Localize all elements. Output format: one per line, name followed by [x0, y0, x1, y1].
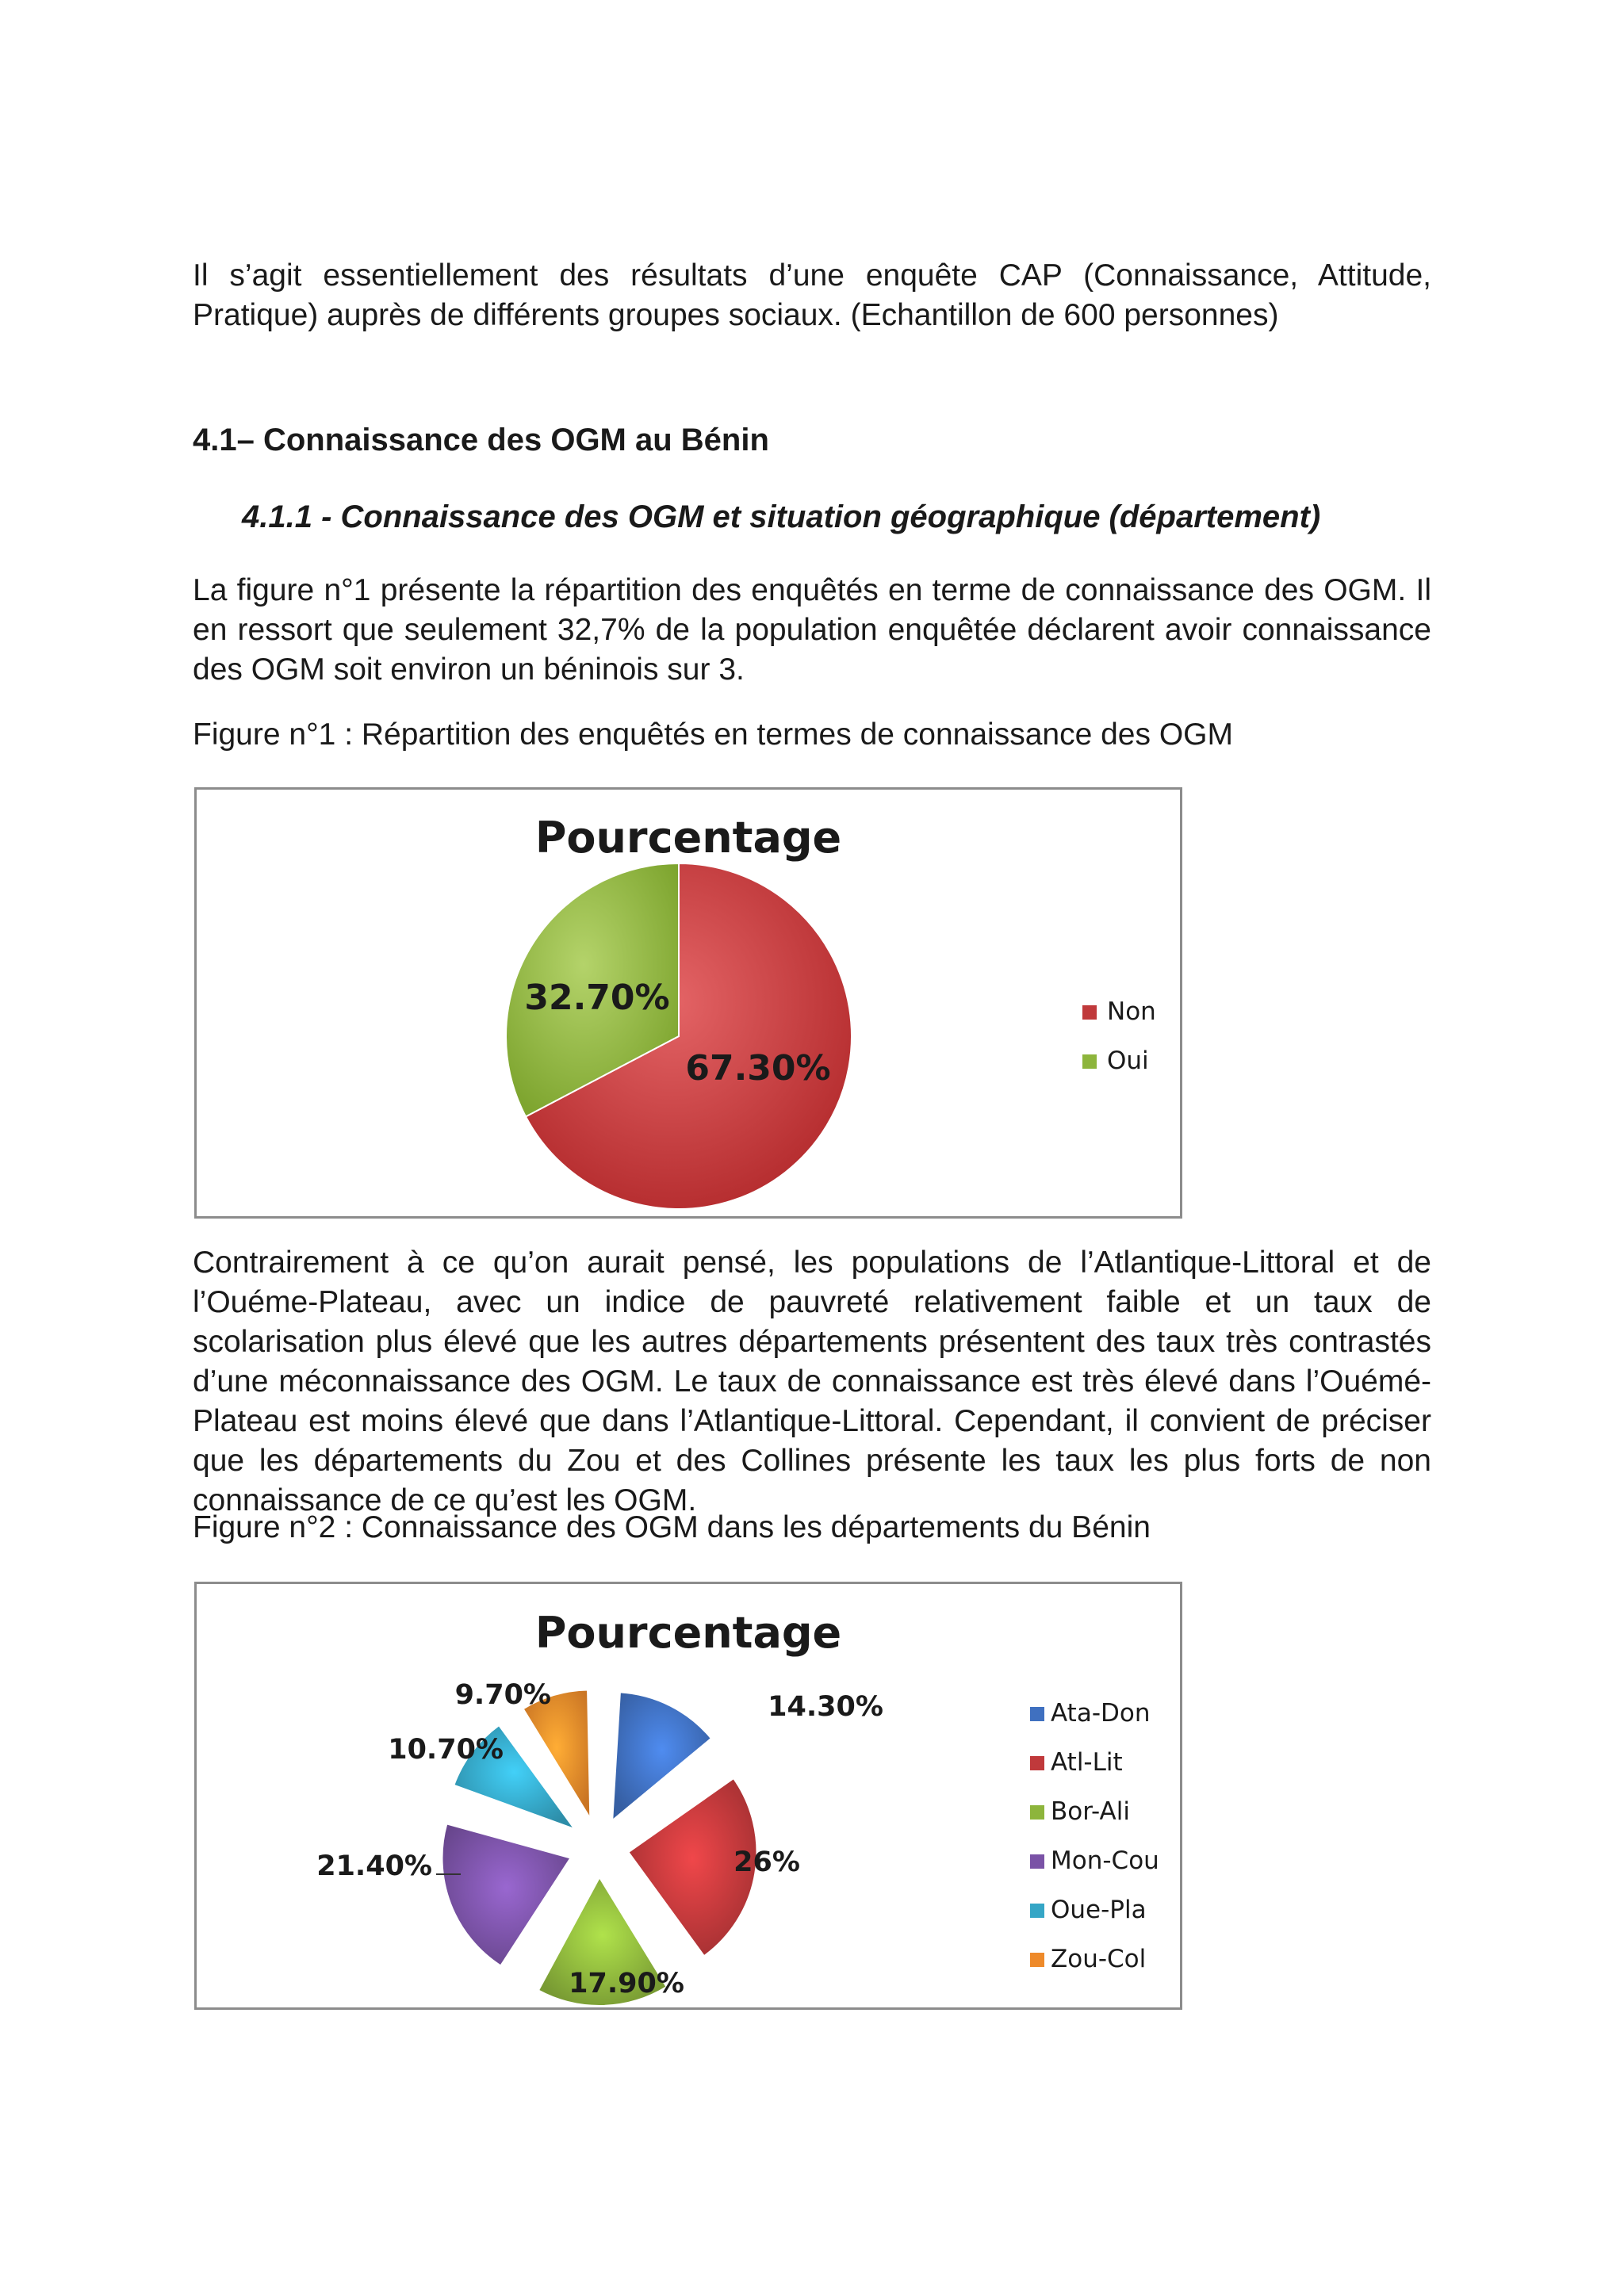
- figure2-caption: Figure n°2 : Connaissance des OGM dans les départements du Bénin: [193, 1510, 1151, 1544]
- figure1-pie-svg: [197, 790, 1180, 1216]
- data-label-zou-col: 9.70%: [454, 1679, 551, 1711]
- pie-slice-group-ata-don: [612, 1692, 711, 1820]
- data-label-mon-cou: 21.40%: [316, 1850, 432, 1882]
- legend-label-mon-cou: Mon-Cou: [1051, 1846, 1159, 1875]
- figure2-pie-svg: [197, 1584, 1180, 2007]
- data-label-oui: 32.70%: [524, 978, 670, 1018]
- figure1-chart: [194, 787, 1182, 1219]
- subsection-heading: 4.1.1 - Connaissance des OGM et situation géographique (département): [242, 499, 1321, 534]
- figure2-pie: [316, 1679, 883, 2006]
- legend-label-oue-pla: Oue-Pla: [1051, 1896, 1147, 1924]
- legend-label-atl-lit: Atl-Lit: [1051, 1748, 1123, 1777]
- paragraph-figure1-intro: La figure n°1 présente la répartition des enquêtés en terme de connaissance des OGM. Il en ressort que seulement 32,7% de la population enquêtée déclarent avoir connaissance des OGM soit environ un béninois sur 3.: [193, 573, 1431, 687]
- data-label-ata-don: 14.30%: [768, 1691, 883, 1723]
- legend-label-oui: Oui: [1107, 1047, 1149, 1075]
- figure1-pie: [506, 863, 852, 1209]
- figure2-title: Pourcentage: [534, 1608, 842, 1658]
- intro-paragraph: Il s’agit essentiellement des résultats d’une enquête CAP (Connaissance, Attitude, Pratique) auprès de différents groupes sociaux. (Echantillon de 600 personnes): [193, 258, 1431, 332]
- pie-slice-mon-cou: [442, 1823, 571, 1965]
- legend-label-zou-col: Zou-Col: [1051, 1945, 1147, 1973]
- pie-slice-group-mon-cou: [442, 1823, 571, 1965]
- legend-swatch-non: [1082, 1005, 1097, 1020]
- figure2-legend: [1030, 1699, 1159, 1973]
- figure1-caption: Figure n°1 : Répartition des enquêtés en termes de connaissance des OGM: [193, 718, 1233, 752]
- legend-swatch-zou-col: [1030, 1953, 1044, 1967]
- data-label-non: 67.30%: [685, 1048, 831, 1089]
- legend-swatch-oue-pla: [1030, 1904, 1044, 1918]
- legend-label-bor-ali: Bor-Ali: [1051, 1797, 1130, 1826]
- data-label-oue-pla: 10.70%: [388, 1734, 504, 1766]
- legend-label-ata-don: Ata-Don: [1051, 1699, 1151, 1728]
- legend-swatch-bor-ali: [1030, 1805, 1044, 1820]
- figure1-title: Pourcentage: [534, 813, 842, 863]
- legend-swatch-mon-cou: [1030, 1854, 1044, 1869]
- legend-label-non: Non: [1107, 997, 1156, 1026]
- figure1-legend: [1082, 997, 1156, 1075]
- data-label-atl-lit: 26%: [733, 1846, 800, 1878]
- legend-swatch-oui: [1082, 1054, 1097, 1069]
- section-heading: 4.1– Connaissance des OGM au Bénin: [193, 423, 769, 457]
- figure2-chart: [194, 1582, 1182, 2010]
- data-label-bor-ali: 17.90%: [569, 1968, 684, 1999]
- legend-swatch-atl-lit: [1030, 1756, 1044, 1770]
- legend-swatch-ata-don: [1030, 1707, 1044, 1721]
- pie-slice-ata-don: [612, 1692, 711, 1820]
- paragraph-figure2-intro: Contrairement à ce qu’on aurait pensé, les populations de l’Atlantique-Littoral et de l’Ouéme-Plateau, avec un indice de pauvreté relativement faible et un taux de scolarisation plus élevé que les autres départements présentent des taux très contrastés d’une méconnaissance des OGM. Le taux de connaissance est très élevé dans l’Ouémé-Plateau est moins élevé que dans l’Atlantique-Littoral. Cependant, il convient de préciser que les départements du Zou et des Collines présente les taux les plus forts de non connaissance de ce qu’est les OGM.: [193, 1246, 1431, 1517]
